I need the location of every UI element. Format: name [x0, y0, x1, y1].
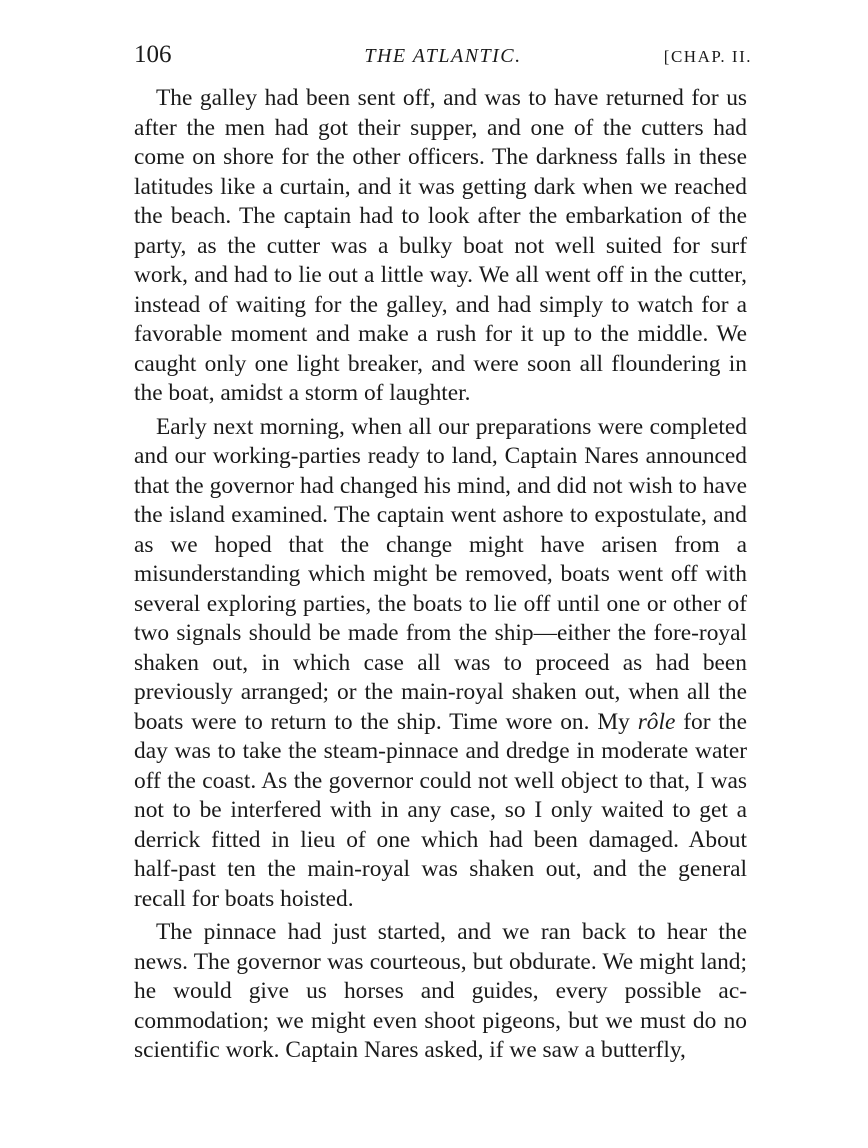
- italic-role-word: rôle: [637, 708, 676, 735]
- paragraph-2-text: Early next morning, when all our preparations were completed and our working-parties ready to land, Captain Nares announced that the governor had changed his mind, and did not wish to have the island examined. The captain went ashore to expostulate, and as we hoped that the change might have arisen from a misunderstanding which might be removed, boats went off with several exploring parties, the boats to lie off until one or other of two signals should be made from the ship—either the fore-royal shaken out, in which case all was to proceed as had been previously arranged; or the main-royal shaken out, when all the boats were to return to the ship. Time wore on. My: [134, 413, 747, 735]
- paragraph-2-text-continued: for the day was to take the steam-pinnace and dredge in moderate water off the coast. As the governor could not well object to that, I was not to be interfered with in any case, so I only waited to get a derrick fitted in lieu of one which had been damaged. About half-past ten the main-royal was shaken out, and the general recall for boats hoisted.: [134, 708, 747, 912]
- paragraph-1-text: The galley had been sent off, and was to have returned for us after the men had got their supper, and one of the cutters had come on shore for the other officers. The darkness falls in these latitudes like a curtain, and it was getting dark when we reached the beach. The captain had to look after the embarkation of the party, as the cutter was a bulky boat not well suited for surf work, and had to lie out a little way. We all went off in the cutter, instead of waiting for the galley, and had simply to watch for a favorable moment and make a rush for it up to the middle. We caught only one light breaker, and were soon all floundering in the boat, amidst a storm of laughter.: [134, 85, 747, 406]
- page-header: [134, 40, 752, 74]
- body-text: [134, 84, 747, 1070]
- page-number: 106: [134, 41, 172, 68]
- paragraph-3: [134, 918, 747, 1066]
- paragraph-2: [134, 413, 747, 915]
- paragraph-3-text: The pinnace had just started, and we ran back to hear the news. The governor was courteous, but obdurate. We might land; he would give us horses and guides, every possible accommodation; we might even shoot pigeons, but we must do no scientific work. Captain Nares asked, if we saw a butterfly,: [134, 919, 747, 1063]
- chapter-label: [CHAP. II.: [663, 47, 752, 66]
- paragraph-1: [134, 84, 747, 409]
- running-title: THE ATLANTIC.: [364, 45, 522, 67]
